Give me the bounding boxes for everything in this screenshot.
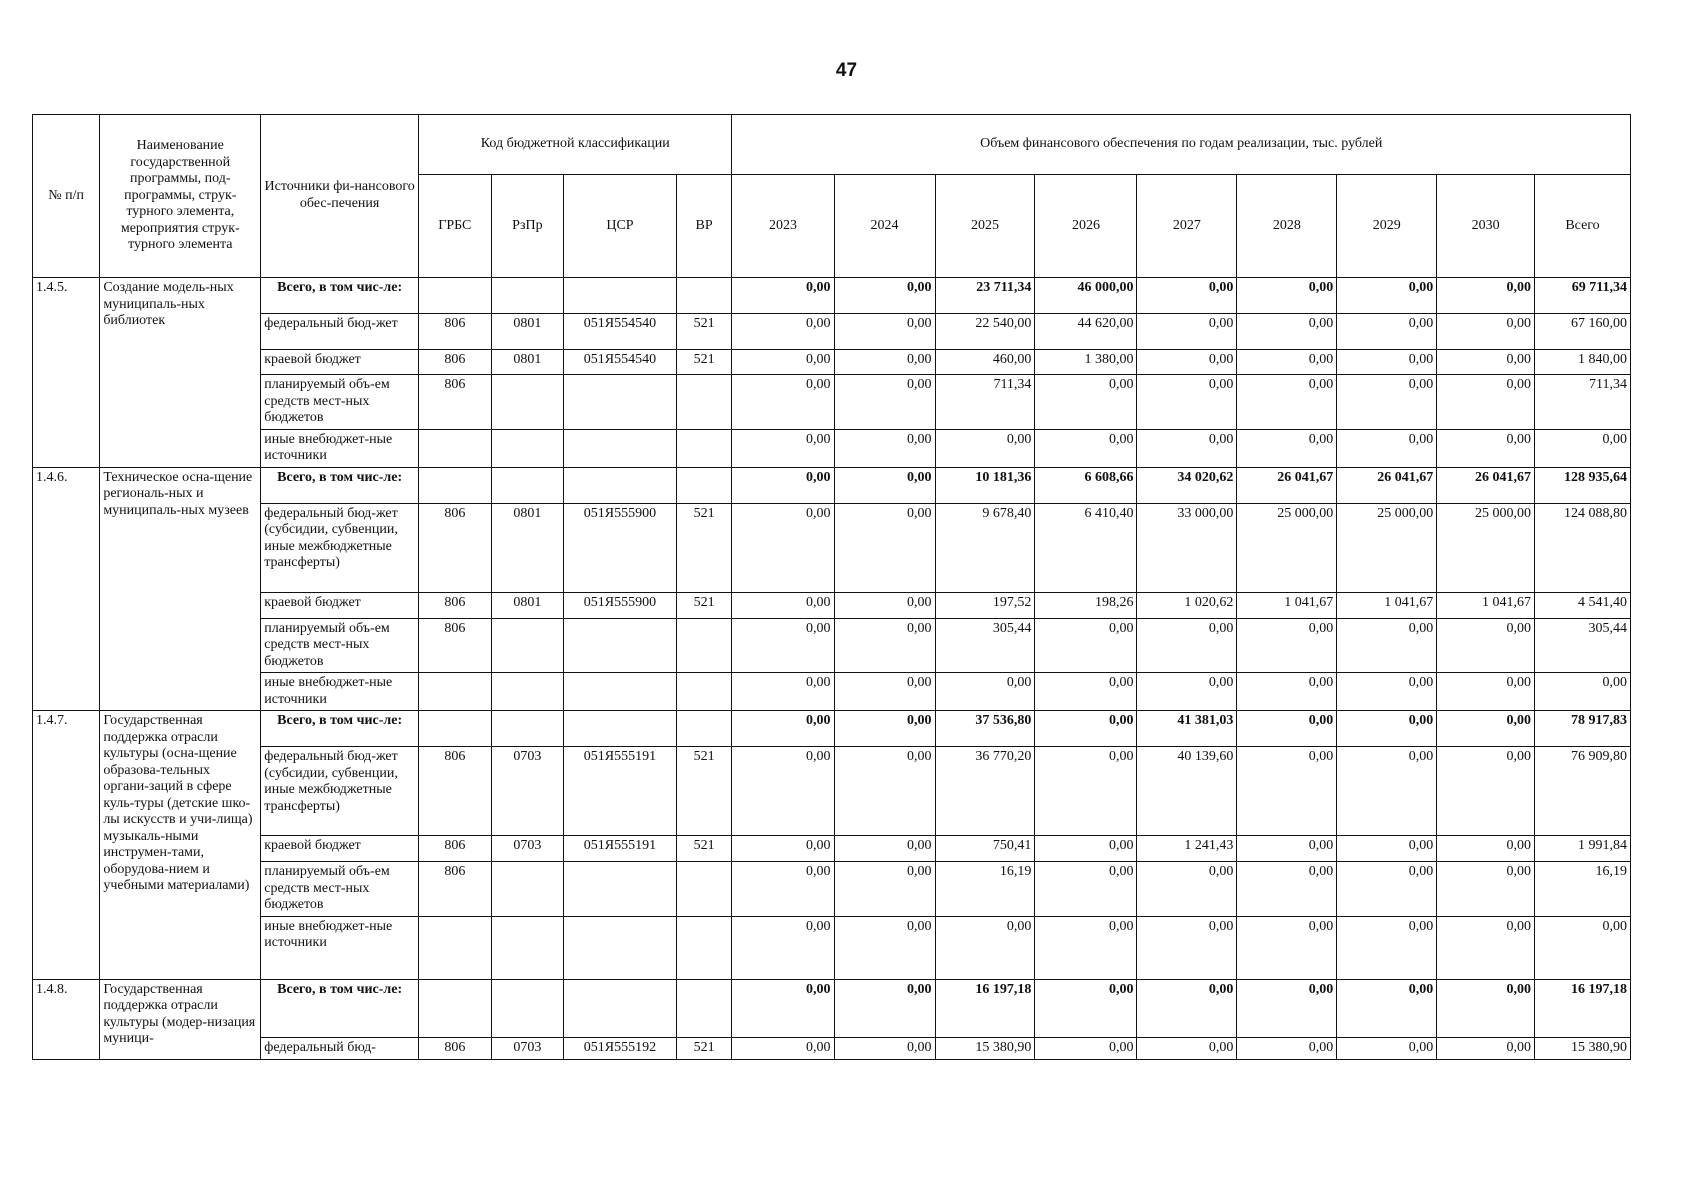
value-2030: 0,00 <box>1437 314 1535 350</box>
value-2030: 25 000,00 <box>1437 503 1535 592</box>
value-2026: 0,00 <box>1035 673 1137 711</box>
value-total: 4 541,40 <box>1535 592 1631 618</box>
table-row <box>33 592 1631 618</box>
value-2030: 0,00 <box>1437 916 1535 979</box>
rzpr-code <box>491 862 564 917</box>
value-total: 76 909,80 <box>1535 747 1631 836</box>
vr-code: 521 <box>676 314 732 350</box>
table-row <box>33 278 1631 314</box>
funding-source: федеральный бюд-жет <box>261 314 419 350</box>
value-2023: 0,00 <box>732 375 834 430</box>
grbs-code <box>419 916 492 979</box>
col-header-funding: Объем финансового обеспечения по годам реализации, тыс. рублей <box>732 115 1631 175</box>
csr-code <box>564 375 677 430</box>
value-2026: 0,00 <box>1035 916 1137 979</box>
table-row <box>33 375 1631 430</box>
table-row <box>33 916 1631 979</box>
value-2030: 0,00 <box>1437 278 1535 314</box>
value-2029: 0,00 <box>1337 278 1437 314</box>
value-2030: 0,00 <box>1437 979 1535 1037</box>
value-total: 78 917,83 <box>1535 711 1631 747</box>
col-header-2023: 2023 <box>732 175 834 278</box>
grbs-code: 806 <box>419 314 492 350</box>
value-total: 305,44 <box>1535 618 1631 673</box>
value-2027: 1 020,62 <box>1137 592 1237 618</box>
grbs-code <box>419 278 492 314</box>
value-2025: 16,19 <box>935 862 1035 917</box>
value-2023: 0,00 <box>732 1037 834 1059</box>
vr-code: 521 <box>676 350 732 375</box>
value-2029: 0,00 <box>1337 979 1437 1037</box>
value-2027: 0,00 <box>1137 278 1237 314</box>
value-2026: 0,00 <box>1035 1037 1137 1059</box>
funding-source: краевой бюджет <box>261 350 419 375</box>
funding-source: Всего, в том чис-ле: <box>261 467 419 503</box>
value-2024: 0,00 <box>834 862 935 917</box>
value-2026: 46 000,00 <box>1035 278 1137 314</box>
table-row <box>33 747 1631 836</box>
value-2027: 0,00 <box>1137 979 1237 1037</box>
value-2025: 37 536,80 <box>935 711 1035 747</box>
value-2023: 0,00 <box>732 836 834 862</box>
funding-source: федеральный бюд- <box>261 1037 419 1059</box>
value-2028: 0,00 <box>1237 375 1337 430</box>
value-2024: 0,00 <box>834 1037 935 1059</box>
vr-code <box>676 429 732 467</box>
csr-code: 051Я555191 <box>564 747 677 836</box>
value-2030: 0,00 <box>1437 711 1535 747</box>
csr-code: 051Я555192 <box>564 1037 677 1059</box>
value-2027: 40 139,60 <box>1137 747 1237 836</box>
value-2028: 1 041,67 <box>1237 592 1337 618</box>
value-2029: 0,00 <box>1337 711 1437 747</box>
value-2027: 0,00 <box>1137 375 1237 430</box>
funding-source: иные внебюджет-ные источники <box>261 673 419 711</box>
value-2029: 26 041,67 <box>1337 467 1437 503</box>
value-2025: 10 181,36 <box>935 467 1035 503</box>
col-header-sources: Источники фи-нансового обес-печения <box>261 115 419 278</box>
vr-code: 521 <box>676 592 732 618</box>
value-2024: 0,00 <box>834 836 935 862</box>
col-header-2028: 2028 <box>1237 175 1337 278</box>
value-2026: 0,00 <box>1035 618 1137 673</box>
value-2023: 0,00 <box>732 429 834 467</box>
col-header-vr: ВР <box>676 175 732 278</box>
vr-code <box>676 375 732 430</box>
csr-code <box>564 278 677 314</box>
value-2028: 0,00 <box>1237 862 1337 917</box>
value-2027: 0,00 <box>1137 429 1237 467</box>
csr-code: 051Я554540 <box>564 350 677 375</box>
value-2028: 0,00 <box>1237 747 1337 836</box>
funding-source: планируемый объ-ем средств мест-ных бюджетов <box>261 862 419 917</box>
value-2026: 0,00 <box>1035 375 1137 430</box>
value-2025: 15 380,90 <box>935 1037 1035 1059</box>
value-2028: 0,00 <box>1237 350 1337 375</box>
value-2024: 0,00 <box>834 916 935 979</box>
value-2025: 22 540,00 <box>935 314 1035 350</box>
funding-source: Всего, в том чис-ле: <box>261 711 419 747</box>
value-total: 1 991,84 <box>1535 836 1631 862</box>
vr-code <box>676 862 732 917</box>
value-2028: 0,00 <box>1237 711 1337 747</box>
value-total: 711,34 <box>1535 375 1631 430</box>
rzpr-code <box>491 618 564 673</box>
value-2028: 0,00 <box>1237 916 1337 979</box>
value-2024: 0,00 <box>834 375 935 430</box>
value-2030: 0,00 <box>1437 429 1535 467</box>
vr-code <box>676 916 732 979</box>
value-total: 15 380,90 <box>1535 1037 1631 1059</box>
value-2028: 0,00 <box>1237 1037 1337 1059</box>
value-2026: 6 608,66 <box>1035 467 1137 503</box>
csr-code <box>564 618 677 673</box>
table-row <box>33 979 1631 1037</box>
value-total: 0,00 <box>1535 429 1631 467</box>
value-2023: 0,00 <box>732 278 834 314</box>
header-row-1 <box>33 115 1631 175</box>
value-2027: 33 000,00 <box>1137 503 1237 592</box>
table-row <box>33 836 1631 862</box>
grbs-code: 806 <box>419 375 492 430</box>
vr-code <box>676 618 732 673</box>
vr-code <box>676 711 732 747</box>
grbs-code <box>419 467 492 503</box>
item-number: 1.4.7. <box>33 711 100 980</box>
rzpr-code: 0703 <box>491 836 564 862</box>
value-total: 0,00 <box>1535 916 1631 979</box>
value-2029: 0,00 <box>1337 429 1437 467</box>
value-2029: 0,00 <box>1337 375 1437 430</box>
value-2030: 0,00 <box>1437 375 1535 430</box>
value-2026: 44 620,00 <box>1035 314 1137 350</box>
table-row <box>33 314 1631 350</box>
value-2025: 36 770,20 <box>935 747 1035 836</box>
table-row <box>33 673 1631 711</box>
value-2030: 0,00 <box>1437 1037 1535 1059</box>
vr-code <box>676 979 732 1037</box>
table-row <box>33 618 1631 673</box>
rzpr-code: 0801 <box>491 314 564 350</box>
table-row <box>33 862 1631 917</box>
rzpr-code <box>491 375 564 430</box>
item-number: 1.4.8. <box>33 979 100 1059</box>
value-2029: 0,00 <box>1337 836 1437 862</box>
value-total: 124 088,80 <box>1535 503 1631 592</box>
value-total: 16 197,18 <box>1535 979 1631 1037</box>
csr-code <box>564 467 677 503</box>
value-2025: 460,00 <box>935 350 1035 375</box>
grbs-code <box>419 711 492 747</box>
col-header-csr: ЦСР <box>564 175 677 278</box>
rzpr-code: 0801 <box>491 350 564 375</box>
value-2025: 0,00 <box>935 673 1035 711</box>
rzpr-code: 0801 <box>491 503 564 592</box>
value-2027: 0,00 <box>1137 1037 1237 1059</box>
grbs-code: 806 <box>419 592 492 618</box>
value-2025: 16 197,18 <box>935 979 1035 1037</box>
table-row <box>33 503 1631 592</box>
value-2025: 0,00 <box>935 429 1035 467</box>
value-2023: 0,00 <box>732 916 834 979</box>
value-2024: 0,00 <box>834 711 935 747</box>
value-2030: 1 041,67 <box>1437 592 1535 618</box>
item-name: Создание модель-ных муниципаль-ных библиотек <box>100 278 261 468</box>
rzpr-code: 0703 <box>491 1037 564 1059</box>
value-2023: 0,00 <box>732 747 834 836</box>
value-2029: 0,00 <box>1337 618 1437 673</box>
funding-source: Всего, в том чис-ле: <box>261 979 419 1037</box>
csr-code <box>564 862 677 917</box>
col-header-no: № п/п <box>33 115 100 278</box>
value-2023: 0,00 <box>732 314 834 350</box>
rzpr-code <box>491 711 564 747</box>
value-2026: 1 380,00 <box>1035 350 1137 375</box>
rzpr-code <box>491 278 564 314</box>
value-2028: 0,00 <box>1237 979 1337 1037</box>
value-2030: 0,00 <box>1437 618 1535 673</box>
col-header-2029: 2029 <box>1337 175 1437 278</box>
table-body <box>33 278 1631 1060</box>
funding-source: планируемый объ-ем средств мест-ных бюджетов <box>261 618 419 673</box>
col-header-2024: 2024 <box>834 175 935 278</box>
value-2025: 197,52 <box>935 592 1035 618</box>
rzpr-code: 0801 <box>491 592 564 618</box>
value-2026: 0,00 <box>1035 429 1137 467</box>
value-total: 69 711,34 <box>1535 278 1631 314</box>
value-2024: 0,00 <box>834 429 935 467</box>
csr-code: 051Я555191 <box>564 836 677 862</box>
value-2024: 0,00 <box>834 673 935 711</box>
value-2025: 23 711,34 <box>935 278 1035 314</box>
value-2030: 26 041,67 <box>1437 467 1535 503</box>
item-name: Техническое осна-щение региональ-ных и муниципаль-ных музеев <box>100 467 261 711</box>
table-row <box>33 1037 1631 1059</box>
table-row <box>33 350 1631 375</box>
funding-source: краевой бюджет <box>261 592 419 618</box>
item-name: Государственная поддержка отрасли культуры (осна-щение образова-тельных органи-заций в сфере куль-туры (детские шко-лы искусств и учи-лища) музыкаль-ными инструмен-тами, оборудова-нием и учебными материалами) <box>100 711 261 980</box>
value-2029: 0,00 <box>1337 314 1437 350</box>
budget-table <box>32 114 1631 1060</box>
vr-code <box>676 278 732 314</box>
grbs-code: 806 <box>419 350 492 375</box>
rzpr-code: 0703 <box>491 747 564 836</box>
col-header-2026: 2026 <box>1035 175 1137 278</box>
value-2027: 1 241,43 <box>1137 836 1237 862</box>
funding-source: федеральный бюд-жет (субсидии, субвенции, иные межбюджетные трансферты) <box>261 503 419 592</box>
col-header-2025: 2025 <box>935 175 1035 278</box>
value-2023: 0,00 <box>732 618 834 673</box>
value-total: 16,19 <box>1535 862 1631 917</box>
csr-code: 051Я555900 <box>564 503 677 592</box>
grbs-code <box>419 429 492 467</box>
funding-source: федеральный бюд-жет (субсидии, субвенции, иные межбюджетные трансферты) <box>261 747 419 836</box>
grbs-code <box>419 979 492 1037</box>
grbs-code: 806 <box>419 503 492 592</box>
value-2027: 0,00 <box>1137 350 1237 375</box>
rzpr-code <box>491 916 564 979</box>
item-number: 1.4.6. <box>33 467 100 711</box>
grbs-code: 806 <box>419 862 492 917</box>
value-2029: 0,00 <box>1337 350 1437 375</box>
rzpr-code <box>491 979 564 1037</box>
vr-code: 521 <box>676 1037 732 1059</box>
value-2030: 0,00 <box>1437 747 1535 836</box>
value-2024: 0,00 <box>834 314 935 350</box>
value-2024: 0,00 <box>834 592 935 618</box>
vr-code: 521 <box>676 503 732 592</box>
rzpr-code <box>491 429 564 467</box>
value-2023: 0,00 <box>732 592 834 618</box>
funding-source: иные внебюджет-ные источники <box>261 916 419 979</box>
value-2030: 0,00 <box>1437 862 1535 917</box>
vr-code: 521 <box>676 747 732 836</box>
rzpr-code <box>491 467 564 503</box>
grbs-code: 806 <box>419 747 492 836</box>
value-2029: 0,00 <box>1337 747 1437 836</box>
value-2028: 25 000,00 <box>1237 503 1337 592</box>
page-number: 47 <box>835 60 858 81</box>
table-row <box>33 711 1631 747</box>
funding-source: планируемый объ-ем средств мест-ных бюджетов <box>261 375 419 430</box>
value-2025: 750,41 <box>935 836 1035 862</box>
csr-code: 051Я554540 <box>564 314 677 350</box>
value-2023: 0,00 <box>732 467 834 503</box>
col-header-rzpr: РзПр <box>491 175 564 278</box>
vr-code <box>676 673 732 711</box>
value-2028: 0,00 <box>1237 278 1337 314</box>
value-total: 128 935,64 <box>1535 467 1631 503</box>
value-2030: 0,00 <box>1437 350 1535 375</box>
col-header-kbk: Код бюджетной классификации <box>419 115 732 175</box>
value-total: 1 840,00 <box>1535 350 1631 375</box>
col-header-2030: 2030 <box>1437 175 1535 278</box>
item-name: Государственная поддержка отрасли культуры (модер-низация муници- <box>100 979 261 1059</box>
value-total: 0,00 <box>1535 673 1631 711</box>
value-2029: 25 000,00 <box>1337 503 1437 592</box>
col-header-grbs: ГРБС <box>419 175 492 278</box>
value-2027: 41 381,03 <box>1137 711 1237 747</box>
value-2028: 0,00 <box>1237 836 1337 862</box>
value-2029: 1 041,67 <box>1337 592 1437 618</box>
table-row <box>33 467 1631 503</box>
csr-code <box>564 429 677 467</box>
value-2024: 0,00 <box>834 747 935 836</box>
value-2026: 0,00 <box>1035 711 1137 747</box>
value-2027: 0,00 <box>1137 862 1237 917</box>
col-header-name: Наименование государственной программы, под-программы, струк-турного элемента, мероприятия струк-турного элемента <box>100 115 261 278</box>
value-2024: 0,00 <box>834 618 935 673</box>
value-2029: 0,00 <box>1337 673 1437 711</box>
grbs-code: 806 <box>419 836 492 862</box>
value-2023: 0,00 <box>732 673 834 711</box>
value-2026: 198,26 <box>1035 592 1137 618</box>
value-2023: 0,00 <box>732 711 834 747</box>
value-2028: 0,00 <box>1237 673 1337 711</box>
value-2025: 711,34 <box>935 375 1035 430</box>
value-2027: 0,00 <box>1137 916 1237 979</box>
csr-code <box>564 711 677 747</box>
funding-source: иные внебюджет-ные источники <box>261 429 419 467</box>
value-2029: 0,00 <box>1337 916 1437 979</box>
csr-code: 051Я555900 <box>564 592 677 618</box>
value-2030: 0,00 <box>1437 673 1535 711</box>
funding-source: Всего, в том чис-ле: <box>261 278 419 314</box>
rzpr-code <box>491 673 564 711</box>
csr-code <box>564 916 677 979</box>
value-2027: 0,00 <box>1137 618 1237 673</box>
value-2024: 0,00 <box>834 503 935 592</box>
col-header-2027: 2027 <box>1137 175 1237 278</box>
value-2023: 0,00 <box>732 350 834 375</box>
value-2024: 0,00 <box>834 467 935 503</box>
csr-code <box>564 673 677 711</box>
grbs-code: 806 <box>419 618 492 673</box>
vr-code <box>676 467 732 503</box>
value-2023: 0,00 <box>732 503 834 592</box>
value-2028: 0,00 <box>1237 429 1337 467</box>
value-2029: 0,00 <box>1337 1037 1437 1059</box>
value-2026: 0,00 <box>1035 862 1137 917</box>
value-2024: 0,00 <box>834 350 935 375</box>
value-2024: 0,00 <box>834 979 935 1037</box>
table-row <box>33 429 1631 467</box>
value-2026: 0,00 <box>1035 836 1137 862</box>
value-2029: 0,00 <box>1337 862 1437 917</box>
value-total: 67 160,00 <box>1535 314 1631 350</box>
value-2024: 0,00 <box>834 278 935 314</box>
value-2026: 0,00 <box>1035 747 1137 836</box>
value-2030: 0,00 <box>1437 836 1535 862</box>
col-header-total: Всего <box>1535 175 1631 278</box>
value-2028: 0,00 <box>1237 314 1337 350</box>
grbs-code: 806 <box>419 1037 492 1059</box>
value-2023: 0,00 <box>732 862 834 917</box>
value-2028: 26 041,67 <box>1237 467 1337 503</box>
value-2026: 0,00 <box>1035 979 1137 1037</box>
value-2023: 0,00 <box>732 979 834 1037</box>
value-2025: 0,00 <box>935 916 1035 979</box>
value-2025: 305,44 <box>935 618 1035 673</box>
value-2027: 34 020,62 <box>1137 467 1237 503</box>
value-2027: 0,00 <box>1137 314 1237 350</box>
csr-code <box>564 979 677 1037</box>
funding-source: краевой бюджет <box>261 836 419 862</box>
value-2027: 0,00 <box>1137 673 1237 711</box>
value-2026: 6 410,40 <box>1035 503 1137 592</box>
grbs-code <box>419 673 492 711</box>
value-2028: 0,00 <box>1237 618 1337 673</box>
vr-code: 521 <box>676 836 732 862</box>
value-2025: 9 678,40 <box>935 503 1035 592</box>
item-number: 1.4.5. <box>33 278 100 468</box>
